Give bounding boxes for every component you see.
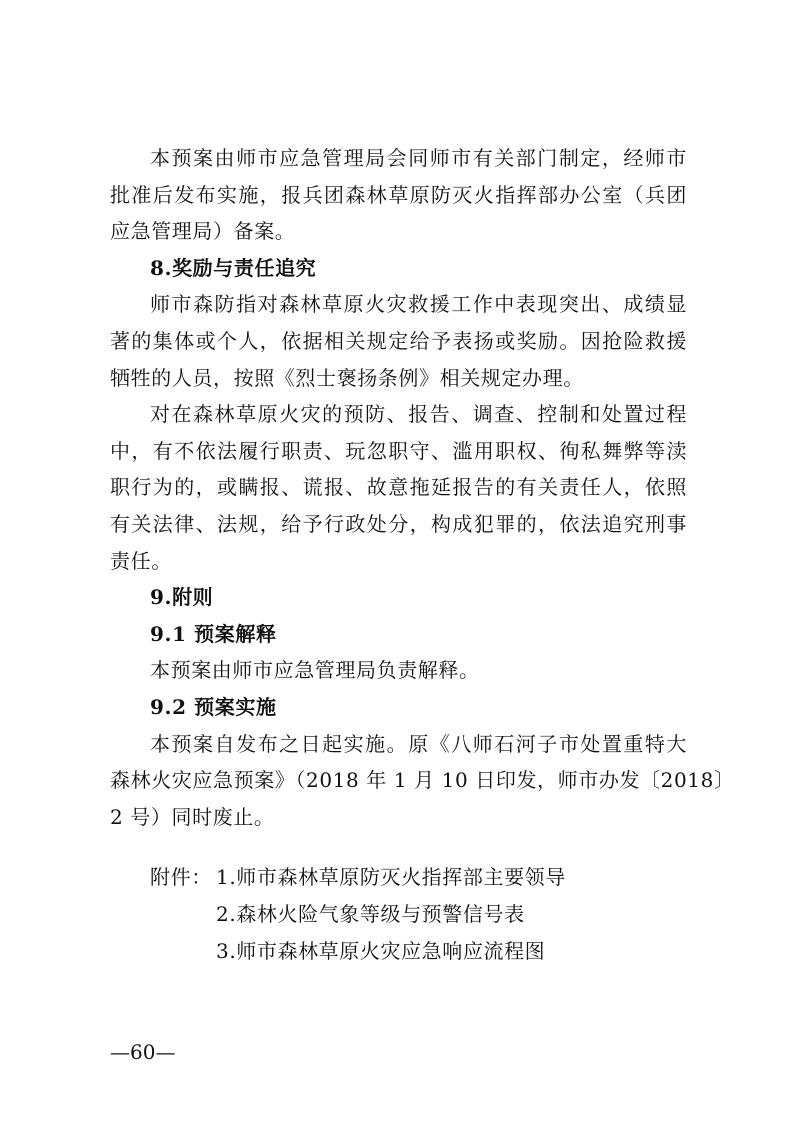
- subsection-heading-interpretation: 9.1 预案解释: [150, 621, 277, 646]
- text-line: 批准后发布实施，报兵团森林草原防灭火指挥部办公室（兵团: [110, 182, 687, 207]
- section-heading-supplementary: 9.附则: [150, 585, 214, 610]
- paragraph-implementation: [110, 726, 735, 836]
- section-heading-rewards: 8.奖励与责任追究: [150, 255, 317, 280]
- paragraph-accountability: [110, 396, 687, 579]
- text-line: 师市森防指对森林草原火灾救援工作中表现突出、成绩显: [150, 292, 687, 317]
- attachment-row: [110, 859, 687, 896]
- paragraph-interpretation: 本预案由师市应急管理局负责解释。: [150, 658, 480, 683]
- text-line: 责任。: [110, 548, 172, 573]
- text-line: 中，有不依法履行职责、玩忽职守、滥用职权、徇私舞弊等渎: [110, 438, 687, 463]
- text-line: 应急管理局）备案。: [110, 219, 296, 244]
- text-line: 有关法律、法规，给予行政处分，构成犯罪的，依法追究刑事: [110, 511, 687, 536]
- text-line: 牺牲的人员，按照《烈士褒扬条例》相关规定办理。: [110, 365, 584, 390]
- text-line: 森林火灾应急预案》（2018 年 1 月 10 日印发，师市办发〔2018〕: [110, 768, 735, 793]
- document-body: [110, 140, 735, 970]
- subsection-heading-implementation: 9.2 预案实施: [150, 694, 277, 719]
- attachment-item: 1.师市森林草原防灭火指挥部主要领导: [216, 865, 566, 890]
- text-line: 职行为的，或瞒报、谎报、故意拖延报告的有关责任人，依照: [110, 475, 687, 500]
- attachments-label: 附件：: [150, 865, 212, 890]
- text-line: 著的集体或个人，依据相关规定给予表扬或奖励。因抢险救援: [110, 328, 687, 353]
- attachments-list: [110, 859, 687, 970]
- paragraph-rewards: [110, 286, 687, 396]
- text-line: 本预案由师市应急管理局会同师市有关部门制定，经师市: [150, 146, 687, 170]
- text-line: 2 号）同时废止。: [110, 804, 275, 829]
- page-number: —60—: [110, 1040, 176, 1064]
- attachment-item: 2.森林火险气象等级与预警信号表: [216, 902, 525, 927]
- text-line: 对在森林草原火灾的预防、报告、调查、控制和处置过程: [150, 402, 687, 427]
- attachment-item: 3.师市森林草原火灾应急响应流程图: [216, 939, 546, 964]
- paragraph-approval: [110, 140, 687, 250]
- text-line: 本预案自发布之日起实施。原《八师石河子市处置重特大: [150, 731, 687, 756]
